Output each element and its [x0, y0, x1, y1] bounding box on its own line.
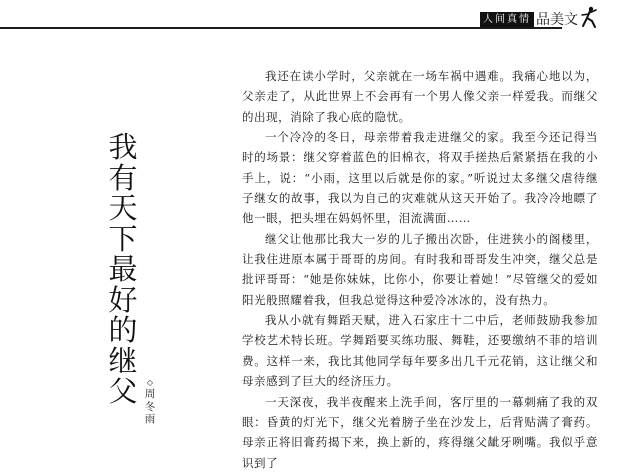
- paragraph: 一天深夜，我半夜醒来上洗手间，客厅里的一幕刺痛了我的双眼：昏黄的灯光下，继父光着膀子坐在沙发上，后背贴满了膏药。母亲正将旧膏药揭下来，换上新的，疼得继父龇牙咧嘴。我似乎意识到了: [242, 394, 598, 470]
- header-rule: [0, 27, 562, 29]
- paragraph: 我从小就有舞蹈天赋，进入石家庄十二中后，老师鼓励我参加学校艺术特长班。学舞蹈要买练功服、舞鞋，还要缴纳不菲的培训费。这样一来，我比其他同学每年要多出几千元花销，这让继父和母亲感到了巨大的经济压力。: [242, 313, 598, 389]
- column-brand: [480, 6, 598, 32]
- paragraph: 我还在读小学时，父亲就在一场车祸中遇难。我痛心地以为，父亲走了，从此世界上不会再有一个男人像父亲一样爱我。而继父的出现，消除了我心底的隐忧。: [242, 69, 598, 124]
- article-body: [242, 66, 598, 473]
- brand-tag: 人间真情: [480, 12, 534, 27]
- author-diamond-mark: ◇: [146, 378, 154, 387]
- paragraph: 继父让他那比我大一岁的儿子搬出次卧，住进狭小的阁楼里，让我住进原本属于哥哥的房间。有时我和哥哥发生冲突，继父总是批评哥哥：“她是你妹妹，比你小，你要让着她！”尽管继父的爱如阳光般照耀着我，但我总觉得这种爱冷冰冰的，没有热力。: [242, 231, 598, 307]
- dancing-figure-icon: [580, 6, 598, 32]
- author-byline: [143, 377, 157, 426]
- brand-name: 品美文: [536, 12, 578, 28]
- paragraph: 一个冷冷的冬日，母亲带着我走进继父的家。我至今还记得当时的场景：继父穿着蓝色的旧棉衣，将双手搓热后紧紧捂在我的小手上，说：“小雨，这里以后就是你的家。”听说过太多继父虐待继子继女的故事，我以为自己的灾难就从这天开始了。我冷冷地瞟了他一眼，把头埋在妈妈怀里，泪流满面……: [242, 130, 598, 226]
- article-title: 我有天下最好的继父: [108, 130, 138, 408]
- author-name: 周冬雨: [144, 388, 156, 425]
